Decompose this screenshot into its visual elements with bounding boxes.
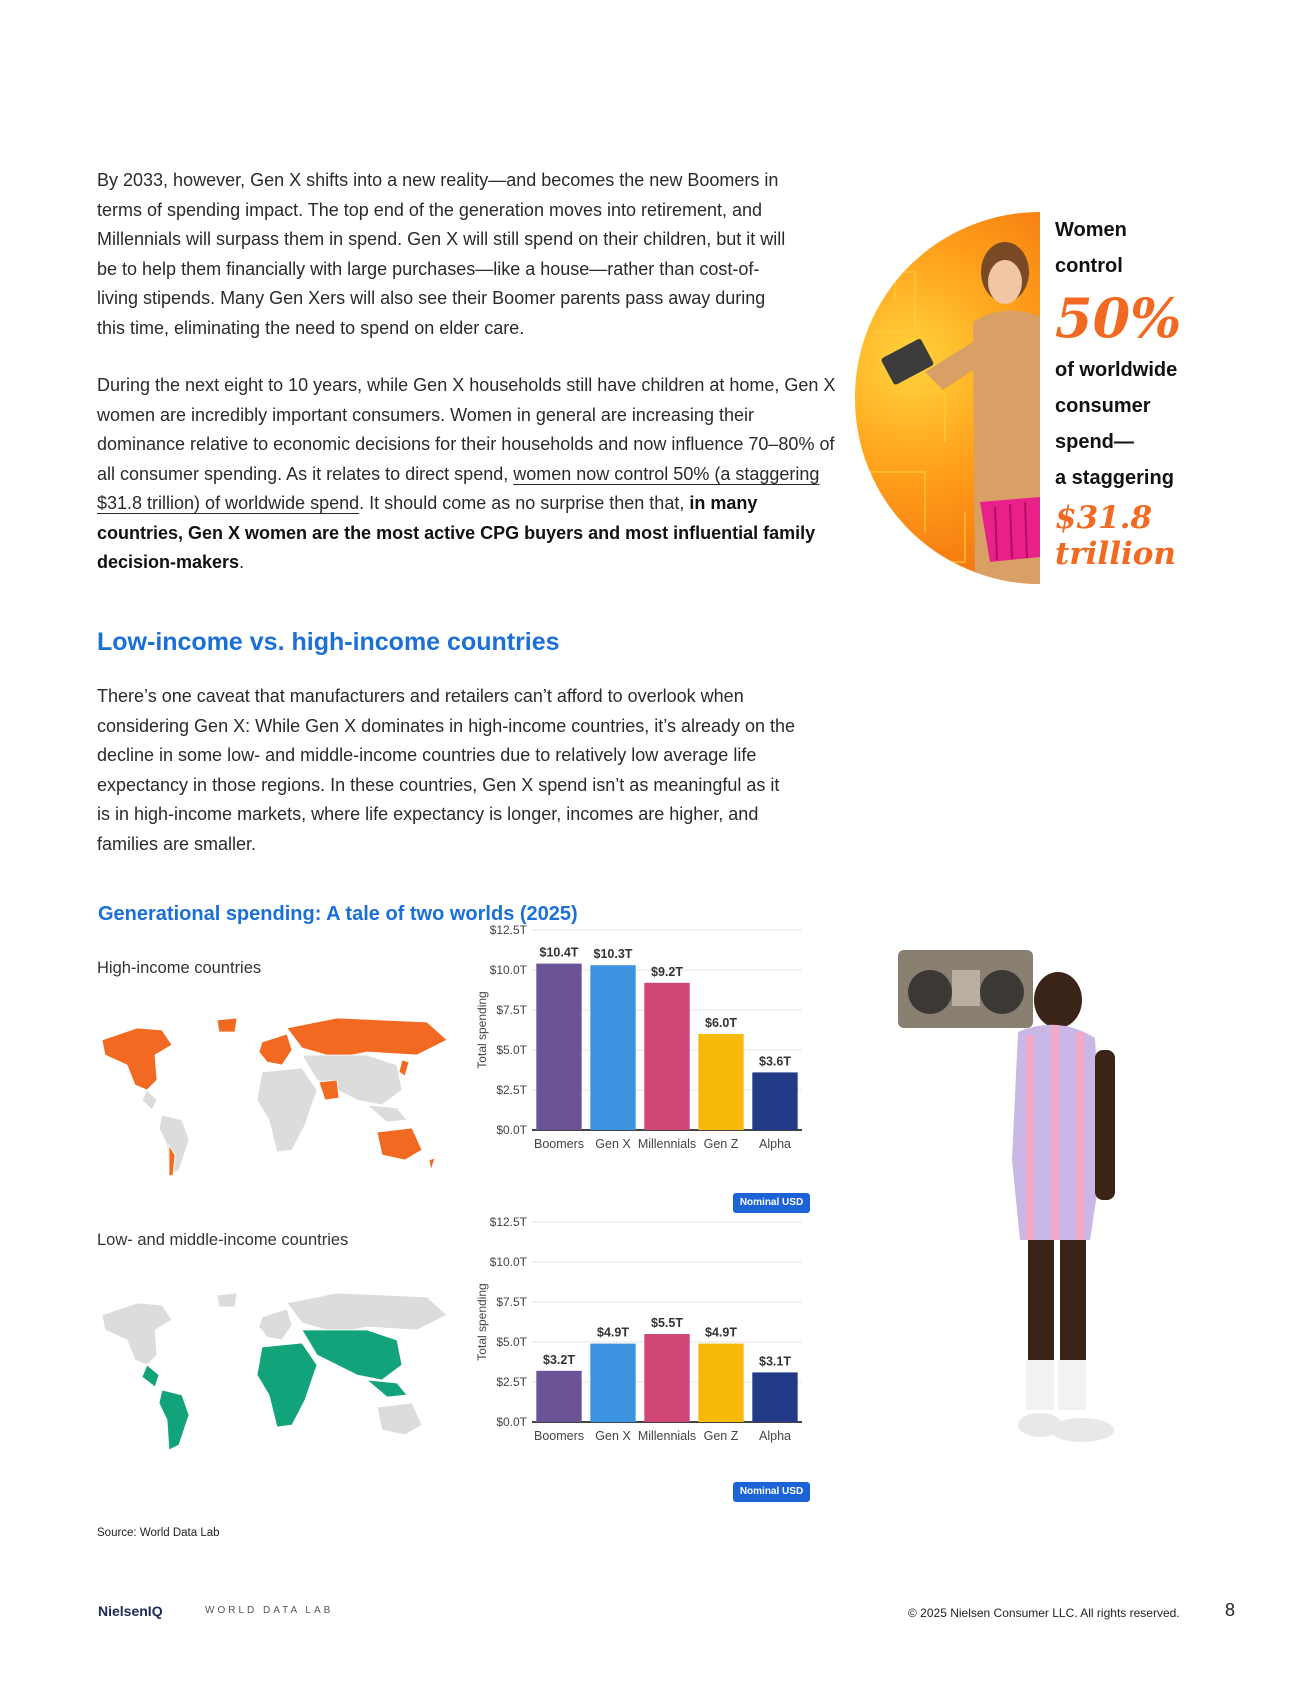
bar-gen-z [698, 1034, 743, 1130]
x-tick-label: Millennials [637, 1137, 697, 1151]
y-axis-label: Total spending [475, 991, 489, 1069]
x-tick-label: Gen Z [703, 1137, 739, 1151]
callout-line-control: control [1055, 255, 1123, 277]
callout-percent: 50% [1055, 286, 1182, 350]
bar-gen-x [590, 1344, 635, 1422]
women-paragraph-end: . [239, 552, 245, 572]
section-heading: Low-income vs. high-income countries [97, 628, 560, 656]
data-label: $9.2T [651, 964, 683, 979]
bar-alpha [752, 1072, 797, 1130]
world-map-low [102, 1293, 447, 1450]
data-label: $3.2T [543, 1352, 575, 1367]
y-tick-label: $7.5T [496, 1295, 527, 1309]
page-number: 8 [1225, 1600, 1236, 1620]
bar-millennials [644, 983, 689, 1130]
y-tick-label: $7.5T [496, 1003, 527, 1017]
y-axis-label: Total spending [475, 1283, 489, 1361]
intro-paragraph: By 2033, however, Gen X shifts into a new reality—and becomes the new Boomers in terms of spending impact. The top end of the generation moves into retirement, and Millennials will surpass them in spend. Gen X will still spend on their children, but it will be to help them financially with large purchases—like a house—rather than cost-of-living stipends. Many Gen Xers will also see their Boomer parents pass away during this time, eliminating the need to spend on elder care. [97, 170, 786, 338]
women-paragraph-mid: . It should come as no surprise then that, [359, 493, 690, 513]
high-income-chart [470, 918, 820, 1188]
high-income-chart-svg [470, 918, 820, 1188]
bar-boomers [536, 1371, 581, 1422]
women-spend-link[interactable]: women now control 50% (a staggering $31.8 trillion) of worldwide spend [97, 463, 820, 513]
callout-line-consumer: consumer [1055, 395, 1151, 417]
x-tick-label: Alpha [759, 1429, 791, 1443]
nominal-usd-badge-low: Nominal USD [733, 1482, 810, 1502]
y-tick-label: $12.5T [489, 1215, 527, 1229]
y-tick-label: $0.0T [496, 1123, 527, 1137]
bar-gen-x [590, 965, 635, 1130]
data-label: $6.0T [705, 1016, 737, 1030]
y-tick-label: $2.5T [496, 1375, 527, 1389]
data-label: $3.6T [759, 1054, 791, 1069]
data-label: $4.9T [597, 1325, 629, 1340]
y-tick-label: $5.0T [496, 1335, 527, 1349]
x-tick-label: Boomers [533, 1137, 585, 1151]
woman-shopping-illustration [855, 212, 1040, 584]
low-income-chart [470, 1210, 820, 1480]
women-paragraph [97, 371, 837, 578]
nielseniq-logo: NielsenIQ [98, 1603, 163, 1619]
low-income-chart-svg [470, 1210, 820, 1480]
bar-gen-z [698, 1344, 743, 1422]
data-label: $4.9T [705, 1325, 737, 1340]
world-data-lab-logo: WORLD DATA LAB [205, 1605, 334, 1616]
source-note: Source: World Data Lab [97, 1527, 220, 1539]
women-paragraph-start: During the next eight to 10 years, while Gen X households still have children at home, Gen X women are incredibly important consumers. Women in general are increasing their dominance relative to economic decisions for their households and now influence 70–80% of all consumer spending. As it relates to direct spend, [97, 375, 836, 484]
x-tick-label: Alpha [759, 1137, 791, 1151]
y-tick-label: $5.0T [496, 1043, 527, 1057]
x-tick-label: Gen X [595, 1429, 631, 1443]
data-label: $10.3T [593, 947, 633, 962]
callout-line-women: Women [1055, 219, 1127, 241]
y-tick-label: $0.0T [496, 1415, 527, 1429]
women-stat-callout [1055, 212, 1181, 572]
data-label: $10.4T [539, 945, 579, 960]
world-map-high [102, 1018, 447, 1176]
y-tick-label: $2.5T [496, 1083, 527, 1097]
figure-title: Generational spending: A tale of two worlds (2025) [98, 903, 578, 925]
bar-boomers [536, 964, 581, 1130]
callout-line-spend: spend— [1055, 431, 1134, 453]
low-income-label: Low- and middle-income countries [97, 1231, 349, 1249]
callout-unit: trillion [1055, 536, 1176, 572]
man-boombox-photo [890, 920, 1180, 1470]
x-tick-label: Boomers [533, 1429, 585, 1443]
bar-millennials [644, 1334, 689, 1422]
high-income-label: High-income countries [97, 959, 262, 977]
data-label: $3.1T [759, 1354, 791, 1369]
caveat-paragraph: There’s one caveat that manufacturers and retailers can’t afford to overlook when considering Gen X: While Gen X dominates in high-income countries, it’s already on the decline in some low- and middle-income countries due to relatively low average life expectancy in those regions. In these countries, Gen X spend isn’t as meaningful as it is in high-income markets, where life expectancy is longer, incomes are higher, and families are smaller. [97, 686, 796, 854]
data-label: $5.5T [651, 1316, 683, 1330]
x-tick-label: Gen Z [703, 1429, 739, 1443]
callout-amount: $31.8 [1055, 500, 1153, 536]
women-paragraph-bold: in many countries, Gen X women are the most active CPG buyers and most influential family decision-makers [97, 493, 816, 572]
y-tick-label: $10.0T [489, 963, 527, 977]
y-tick-label: $10.0T [489, 1255, 527, 1269]
x-tick-label: Gen X [595, 1137, 631, 1151]
nominal-usd-badge-high: Nominal USD [733, 1193, 810, 1213]
y-tick-label: $12.5T [489, 923, 527, 937]
high-income-map [97, 1010, 462, 1180]
bar-alpha [752, 1372, 797, 1422]
low-income-map [97, 1285, 462, 1455]
callout-line-worldwide: of worldwide [1055, 359, 1178, 381]
copyright: © 2025 Nielsen Consumer LLC. All rights reserved. [908, 1606, 1180, 1620]
callout-line-staggering: a staggering [1055, 467, 1174, 489]
woman-shopping-photo [855, 212, 1040, 584]
x-tick-label: Millennials [637, 1429, 697, 1443]
